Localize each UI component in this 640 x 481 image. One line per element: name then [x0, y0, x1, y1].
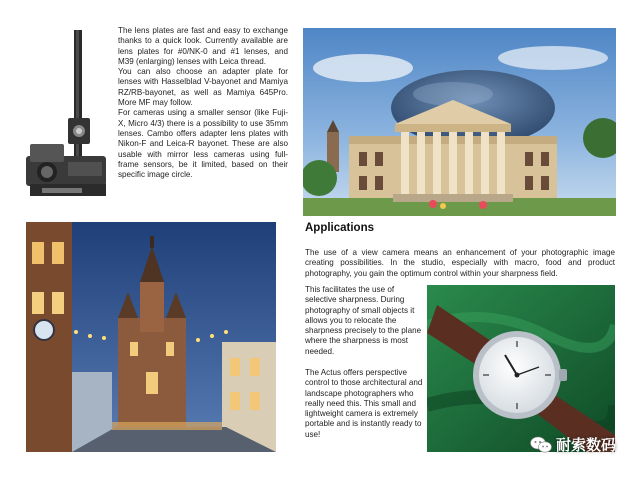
- watermark: [530, 434, 616, 455]
- camera-illustration: [22, 26, 108, 206]
- street-at-dusk-photo: [26, 222, 276, 452]
- applications-intro-text: [305, 248, 615, 279]
- perspective-control-text: [305, 368, 423, 440]
- selective-sharpness-paragraph: This facilitates the use of selective sharpness. During photography of small objects it allows you to relocate the sharpness precisely to the plane where the sharpness is most needed.: [305, 285, 422, 356]
- applications-intro-paragraph: The use of a view camera means an enhancement of your photographic image creating possibilities. In the studio, especially with macro, food and product photography, you gain the optimum control within your sharpness field.: [305, 248, 615, 278]
- small-sensor-paragraph: For cameras using a smaller sensor (like Fuji-X, Micro 4/3) there is a possibility to use 35mm lenses. Cambo offers adapter lens plates with Nikon-F and Leica-R bayonet. These are also usable with mirror less cameras using full-frame sensors, be it limited, based on their specific image circle.: [118, 108, 288, 180]
- product-photo-camera-lens-plate: [22, 26, 108, 206]
- street-illustration: [26, 222, 276, 452]
- applications-heading: Applications: [305, 222, 375, 234]
- museum-photo: [303, 28, 616, 216]
- lens-plates-text: [118, 26, 288, 180]
- watch-illustration: [427, 285, 615, 452]
- selective-sharpness-text: [305, 285, 423, 357]
- lens-plates-paragraph: The lens plates are fast and easy to exchange thanks to a quick look. Currently available are lens plates for #0/NK-0 and #1 lenses, and M39 (enlarging) lenses with Leica thread.: [118, 26, 288, 66]
- watermark-text: 耐索数码: [555, 437, 616, 454]
- museum-illustration: [303, 28, 616, 216]
- perspective-control-paragraph: The Actus offers perspective control to those architectural and landscape photographers who really need this. This small and lightweight camera is extremely portable and is instantly ready to use!: [305, 368, 423, 439]
- wechat-icon: [530, 436, 552, 454]
- adapter-plate-paragraph: You can also choose an adapter plate for lenses with Hasselblad V-bayonet and Mamiya RZ/RB-bayonet, as well as Mamiya 645Pro. More MF may follow.: [118, 67, 288, 108]
- watch-photo: [427, 285, 615, 452]
